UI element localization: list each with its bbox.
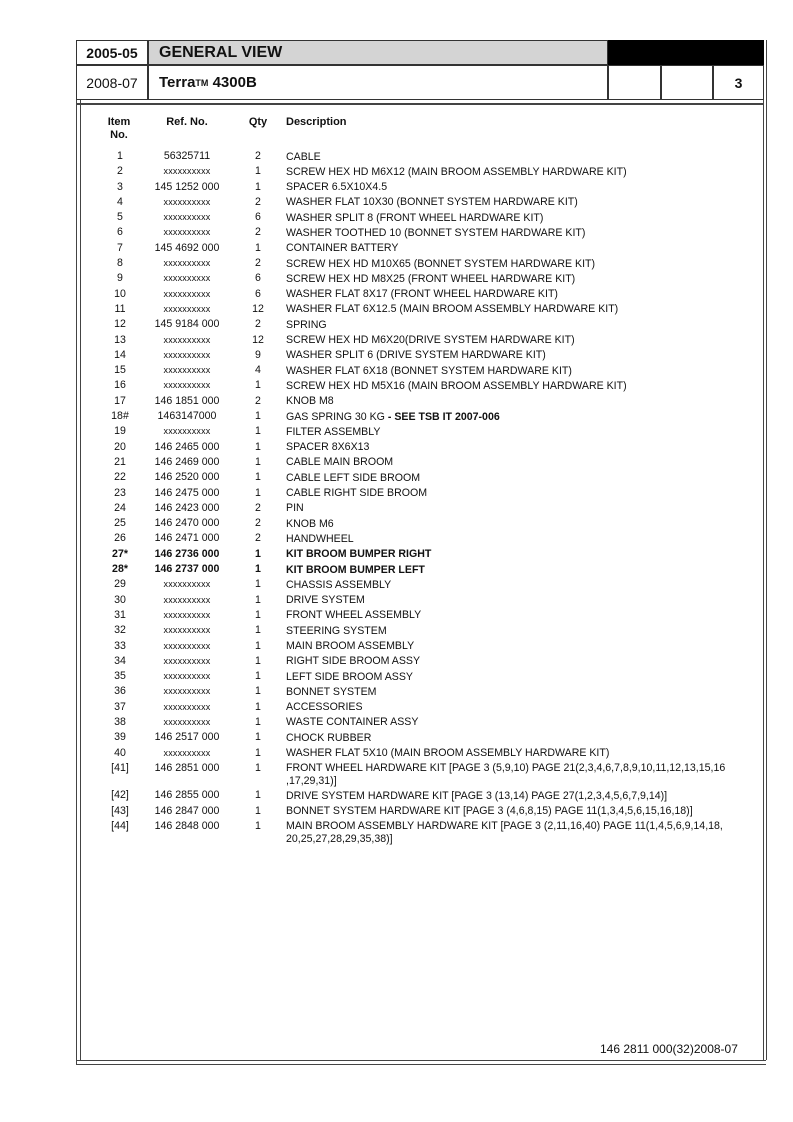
description-text: GAS SPRING 30 KG	[286, 410, 385, 423]
table-row	[0, 623, 793, 638]
item-number: 10	[114, 287, 126, 300]
tsb-note: - SEE TSB IT 2007-006	[384, 410, 500, 423]
item-number: 6	[117, 226, 123, 239]
description	[286, 593, 734, 608]
description	[286, 455, 734, 470]
item-number: 26	[114, 532, 126, 545]
footer-divider-outer	[76, 1064, 766, 1065]
description-text: WASHER FLAT 10X30 (BONNET SYSTEM HARDWARE KIT)	[286, 196, 578, 209]
item-number: 38	[114, 715, 126, 728]
table-row	[0, 608, 793, 623]
description	[286, 669, 734, 684]
ref-number: xxxxxxxxxx	[163, 196, 211, 207]
item-number: 16	[114, 379, 126, 392]
item-number: 5	[117, 211, 123, 224]
column-no-label: No.	[110, 129, 128, 141]
item-number: 31	[114, 608, 126, 621]
description	[286, 531, 734, 546]
table-row	[0, 180, 793, 195]
document-code: 146 2811 000(32)2008-07	[600, 1042, 738, 1056]
quantity: 2	[255, 318, 261, 331]
ref-number: xxxxxxxxxx	[163, 380, 211, 391]
description	[286, 180, 734, 195]
quantity: 9	[255, 348, 261, 361]
item-number: 29	[114, 578, 126, 591]
quantity: 1	[255, 731, 261, 744]
description	[286, 623, 734, 638]
quantity: 2	[255, 517, 261, 530]
table-row	[0, 639, 793, 654]
quantity: 2	[255, 257, 261, 270]
table-row	[0, 562, 793, 577]
description	[286, 256, 734, 271]
ref-number: xxxxxxxxxx	[163, 671, 211, 682]
item-number: 11	[114, 302, 126, 315]
description	[286, 639, 734, 654]
description	[286, 287, 734, 302]
description-text: WASHER SPLIT 6 (DRIVE SYSTEM HARDWARE KIT)	[286, 349, 546, 362]
model-title	[148, 65, 608, 100]
ref-number: xxxxxxxxxx	[163, 625, 211, 636]
quantity: 1	[255, 624, 261, 637]
item-number: 40	[114, 746, 126, 759]
table-row	[0, 715, 793, 730]
item-number: 32	[114, 624, 126, 637]
table-row	[0, 486, 793, 501]
quantity: 1	[255, 165, 261, 178]
item-number: 17	[114, 394, 126, 407]
ref-number: 146 2520 000	[154, 471, 220, 484]
quantity: 1	[255, 654, 261, 667]
description-text: KNOB M6	[286, 517, 334, 530]
section-title: GENERAL VIEW	[148, 40, 608, 65]
description	[286, 715, 734, 730]
description-text: KNOB M8	[286, 395, 334, 408]
table-row	[0, 333, 793, 348]
description	[286, 210, 734, 225]
ref-number: 145 4692 000	[154, 241, 220, 254]
item-number: 9	[117, 272, 123, 285]
item-number: 33	[114, 639, 126, 652]
quantity: 12	[252, 302, 264, 315]
description-text: MAIN BROOM ASSEMBLY	[286, 640, 415, 652]
model-number: 4300B	[212, 74, 257, 91]
description-text: CABLE LEFT SIDE BROOM	[286, 471, 421, 484]
ref-number: xxxxxxxxxx	[163, 334, 211, 345]
description-text: CABLE MAIN BROOM	[286, 456, 394, 469]
quantity: 2	[255, 532, 261, 545]
ref-number: xxxxxxxxxx	[163, 426, 211, 437]
ref-number: 146 1851 000	[154, 394, 220, 407]
page-header	[76, 40, 764, 102]
quantity: 1	[255, 761, 261, 774]
ref-number: xxxxxxxxxx	[163, 273, 211, 284]
description-text: CHASSIS ASSEMBLY	[286, 578, 392, 591]
description	[286, 302, 734, 317]
item-number: 37	[114, 700, 126, 713]
ref-number: 146 2469 000	[154, 455, 220, 468]
quantity: 1	[255, 804, 261, 817]
item-number: 18#	[111, 410, 129, 423]
model-name: Terra	[159, 74, 196, 91]
ref-number: 146 2475 000	[154, 486, 220, 499]
description-text: CONTAINER BATTERY	[286, 242, 399, 255]
description	[286, 562, 734, 577]
table-row	[0, 470, 793, 485]
description	[286, 608, 734, 623]
item-number: [44]	[111, 819, 129, 832]
item-number: 39	[114, 731, 126, 744]
description	[286, 547, 734, 562]
quantity: 1	[255, 593, 261, 606]
quantity: 1	[255, 241, 261, 254]
item-number: [42]	[111, 789, 129, 802]
description	[286, 761, 734, 789]
column-ref-no: Ref. No.	[166, 116, 208, 128]
description-text: WASHER FLAT 5X10 (MAIN BROOM ASSEMBLY HARDWARE KIT)	[286, 747, 610, 760]
quantity: 1	[255, 685, 261, 698]
quantity: 6	[255, 287, 261, 300]
description	[286, 700, 734, 715]
description	[286, 394, 734, 409]
ref-number: xxxxxxxxxx	[163, 640, 211, 651]
ref-number: 146 2465 000	[154, 440, 220, 453]
quantity: 1	[255, 639, 261, 652]
item-number: [41]	[111, 761, 129, 774]
table-row	[0, 424, 793, 439]
table-row	[0, 195, 793, 210]
quantity: 1	[255, 547, 261, 560]
quantity: 1	[255, 819, 261, 832]
description-text: BONNET SYSTEM	[286, 685, 377, 698]
date-created: 2005-05	[76, 40, 148, 65]
description	[286, 333, 734, 348]
item-number: [43]	[111, 804, 129, 817]
description	[286, 516, 734, 531]
description-text: CHOCK RUBBER	[286, 731, 372, 744]
ref-number: xxxxxxxxxx	[163, 609, 211, 620]
ref-number: xxxxxxxxxx	[163, 747, 211, 758]
ref-number: xxxxxxxxxx	[163, 227, 211, 238]
table-row	[0, 593, 793, 608]
item-number: 24	[114, 501, 126, 514]
description-text: HANDWHEEL	[286, 532, 354, 545]
table-row	[0, 761, 793, 789]
quantity: 1	[255, 578, 261, 591]
description-text: KIT BROOM BUMPER RIGHT	[286, 548, 432, 561]
description	[286, 501, 734, 516]
quantity: 1	[255, 563, 261, 576]
table-row	[0, 440, 793, 455]
table-row	[0, 654, 793, 669]
description-text: FRONT WHEEL HARDWARE KIT [PAGE 3 (5,9,10) PAGE 21(2,3,4,6,7,8,9,10,11,12,13,15,16 ,17,29,31)]	[286, 762, 726, 787]
ref-number: xxxxxxxxxx	[163, 716, 211, 727]
table-row	[0, 577, 793, 592]
description	[286, 164, 734, 179]
ref-number: 146 2847 000	[154, 804, 220, 817]
item-number: 15	[114, 364, 126, 377]
column-qty: Qty	[248, 116, 268, 128]
table-row	[0, 531, 793, 546]
item-number: 2	[117, 165, 123, 178]
description-text: BONNET SYSTEM HARDWARE KIT [PAGE 3 (4,6,8,15) PAGE 11(1,3,4,5,6,15,16,18)]	[286, 805, 693, 818]
description	[286, 577, 734, 592]
table-row	[0, 164, 793, 179]
item-number: 28*	[112, 563, 128, 576]
table-row	[0, 241, 793, 256]
item-number: 23	[114, 486, 126, 499]
table-row	[0, 317, 793, 332]
table-row	[0, 501, 793, 516]
description	[286, 241, 734, 256]
description-text: ACCESSORIES	[286, 701, 363, 714]
item-number: 19	[114, 425, 126, 438]
description	[286, 271, 734, 286]
table-row	[0, 256, 793, 271]
quantity: 1	[255, 746, 261, 759]
item-number: 14	[114, 348, 126, 361]
quantity: 1	[255, 410, 261, 423]
table-row	[0, 819, 793, 847]
quantity: 1	[255, 471, 261, 484]
quantity: 1	[255, 455, 261, 468]
description	[286, 486, 734, 501]
description	[286, 317, 734, 332]
table-row	[0, 746, 793, 761]
description-text: DRIVE SYSTEM HARDWARE KIT [PAGE 3 (13,14) PAGE 27(1,2,3,4,5,6,7,9,14)]	[286, 789, 668, 802]
ref-number: 146 2736 000	[154, 547, 220, 560]
item-number: 1	[117, 150, 123, 162]
item-number: 20	[114, 440, 126, 453]
description-text: WASHER FLAT 6X12.5 (MAIN BROOM ASSEMBLY HARDWARE KIT)	[286, 303, 619, 316]
description-text: FRONT WHEEL ASSEMBLY	[286, 609, 422, 622]
quantity: 4	[255, 364, 261, 377]
ref-number: 146 2517 000	[154, 731, 220, 744]
ref-number: 146 2851 000	[154, 761, 220, 774]
ref-number: xxxxxxxxxx	[163, 166, 211, 177]
item-number: 13	[114, 333, 126, 346]
description	[286, 225, 734, 240]
quantity: 2	[255, 150, 261, 162]
item-number: 8	[117, 257, 123, 270]
description	[286, 730, 734, 745]
description-text: SCREW HEX HD M6X12 (MAIN BROOM ASSEMBLY HARDWARE KIT)	[286, 165, 627, 178]
description	[286, 470, 734, 485]
description-text: WASHER TOOTHED 10 (BONNET SYSTEM HARDWARE KIT)	[286, 226, 586, 239]
ref-number: xxxxxxxxxx	[163, 303, 211, 314]
quantity: 12	[252, 333, 264, 346]
description	[286, 409, 734, 424]
table-row	[0, 348, 793, 363]
description-text: SPRING	[286, 318, 327, 331]
description-text: SCREW HEX HD M6X20(DRIVE SYSTEM HARDWARE KIT)	[286, 334, 575, 347]
description-text: RIGHT SIDE BROOM ASSY	[286, 655, 421, 668]
description	[286, 788, 734, 803]
table-row	[0, 730, 793, 745]
item-number: 36	[114, 685, 126, 698]
page-number: 3	[713, 65, 764, 100]
ref-number: xxxxxxxxxx	[163, 212, 211, 223]
table-row	[0, 287, 793, 302]
ref-number: xxxxxxxxxx	[163, 579, 211, 590]
description-text: SCREW HEX HD M10X65 (BONNET SYSTEM HARDWARE KIT)	[286, 257, 596, 270]
quantity: 6	[255, 272, 261, 285]
table-row	[0, 394, 793, 409]
date-revised: 2008-07	[76, 65, 148, 100]
ref-number: xxxxxxxxxx	[163, 258, 211, 269]
item-number: 7	[117, 241, 123, 254]
description-text: DRIVE SYSTEM	[286, 594, 365, 607]
quantity: 1	[255, 440, 261, 453]
ref-number: 56325711	[163, 150, 211, 162]
quantity: 2	[255, 501, 261, 514]
item-number: 34	[114, 654, 126, 667]
quantity: 1	[255, 425, 261, 438]
item-number: 3	[117, 180, 123, 193]
description-text: FILTER ASSEMBLY	[286, 425, 381, 438]
item-number: 25	[114, 517, 126, 530]
table-row	[0, 684, 793, 699]
column-description: Description	[286, 116, 347, 128]
ref-number: 146 2737 000	[154, 563, 220, 576]
table-row	[0, 516, 793, 531]
column-item-label: Item	[107, 116, 131, 128]
description	[286, 424, 734, 439]
table-row	[0, 210, 793, 225]
item-number: 30	[114, 593, 126, 606]
description	[286, 348, 734, 363]
ref-number: xxxxxxxxxx	[163, 365, 211, 376]
table-row	[0, 788, 793, 803]
ref-number: 1463147000	[157, 410, 217, 423]
quantity: 1	[255, 715, 261, 728]
ref-number: 146 2848 000	[154, 819, 220, 832]
description	[286, 149, 734, 164]
ref-number: xxxxxxxxxx	[163, 594, 211, 605]
footer-divider	[76, 1060, 766, 1061]
table-row	[0, 804, 793, 819]
description-text: CABLE	[286, 150, 321, 163]
description-text: MAIN BROOM ASSEMBLY HARDWARE KIT [PAGE 3 (2,11,16,40) PAGE 11(1,4,5,6,9,14,18, 20,25,27,28,29,35,38)]	[286, 820, 723, 845]
description-text: PIN	[286, 502, 304, 515]
ref-number: xxxxxxxxxx	[163, 701, 211, 712]
table-row	[0, 409, 793, 424]
description-text: SPACER 6.5X10X4.5	[286, 181, 388, 194]
description	[286, 440, 734, 455]
item-number: 22	[114, 471, 126, 484]
description	[286, 363, 734, 378]
ref-number: xxxxxxxxxx	[163, 686, 211, 697]
description-text: WASHER FLAT 6X18 (BONNET SYSTEM HARDWARE KIT)	[286, 364, 572, 377]
quantity: 1	[255, 700, 261, 713]
parts-table-body	[0, 149, 793, 846]
table-row	[0, 455, 793, 470]
description	[286, 819, 734, 847]
ref-number: xxxxxxxxxx	[163, 349, 211, 360]
item-number: 12	[114, 318, 126, 331]
description-text: KIT BROOM BUMPER LEFT	[286, 563, 425, 576]
column-item-no	[104, 116, 134, 142]
description	[286, 654, 734, 669]
description	[286, 746, 734, 761]
description-text: WASTE CONTAINER ASSY	[286, 716, 419, 729]
ref-number: 145 9184 000	[154, 318, 220, 331]
description-text: STEERING SYSTEM	[286, 624, 387, 637]
item-number: 4	[117, 195, 123, 208]
ref-number: 146 2470 000	[154, 517, 220, 530]
description-text: SCREW HEX HD M8X25 (FRONT WHEEL HARDWARE KIT)	[286, 272, 576, 285]
ref-number: xxxxxxxxxx	[163, 288, 211, 299]
trademark-mark: TM	[195, 77, 209, 88]
quantity: 1	[255, 486, 261, 499]
quantity: 1	[255, 608, 261, 621]
description-text: LEFT SIDE BROOM ASSY	[286, 670, 413, 683]
description	[286, 804, 734, 819]
quantity: 1	[255, 789, 261, 802]
ref-number: 146 2855 000	[154, 789, 220, 802]
header-empty-box-1	[608, 65, 661, 100]
description-text: WASHER FLAT 8X17 (FRONT WHEEL HARDWARE KIT)	[286, 288, 558, 301]
description	[286, 195, 734, 210]
ref-number: 145 1252 000	[154, 180, 220, 193]
ref-number: xxxxxxxxxx	[163, 655, 211, 666]
quantity: 1	[255, 379, 261, 392]
table-row	[0, 378, 793, 393]
header-divider	[76, 103, 764, 105]
table-row	[0, 225, 793, 240]
item-number: 27*	[112, 547, 128, 560]
header-black-block	[608, 40, 764, 65]
table-row	[0, 149, 793, 164]
description	[286, 684, 734, 699]
ref-number: 146 2423 000	[154, 501, 220, 514]
description-text: WASHER SPLIT 8 (FRONT WHEEL HARDWARE KIT)	[286, 211, 544, 224]
quantity: 1	[255, 670, 261, 683]
description	[286, 378, 734, 393]
table-row	[0, 547, 793, 562]
description-text: SPACER 8X6X13	[286, 441, 370, 454]
quantity: 2	[255, 394, 261, 407]
table-row	[0, 271, 793, 286]
item-number: 21	[114, 455, 126, 468]
ref-number: 146 2471 000	[154, 532, 220, 545]
description-text: SCREW HEX HD M5X16 (MAIN BROOM ASSEMBLY HARDWARE KIT)	[286, 379, 627, 392]
description-text: CABLE RIGHT SIDE BROOM	[286, 487, 428, 500]
quantity: 6	[255, 211, 261, 224]
quantity: 2	[255, 195, 261, 208]
quantity: 2	[255, 226, 261, 239]
table-row	[0, 363, 793, 378]
table-row	[0, 302, 793, 317]
table-row	[0, 669, 793, 684]
table-row	[0, 700, 793, 715]
item-number: 35	[114, 670, 126, 683]
header-empty-box-2	[661, 65, 713, 100]
quantity: 1	[255, 180, 261, 193]
